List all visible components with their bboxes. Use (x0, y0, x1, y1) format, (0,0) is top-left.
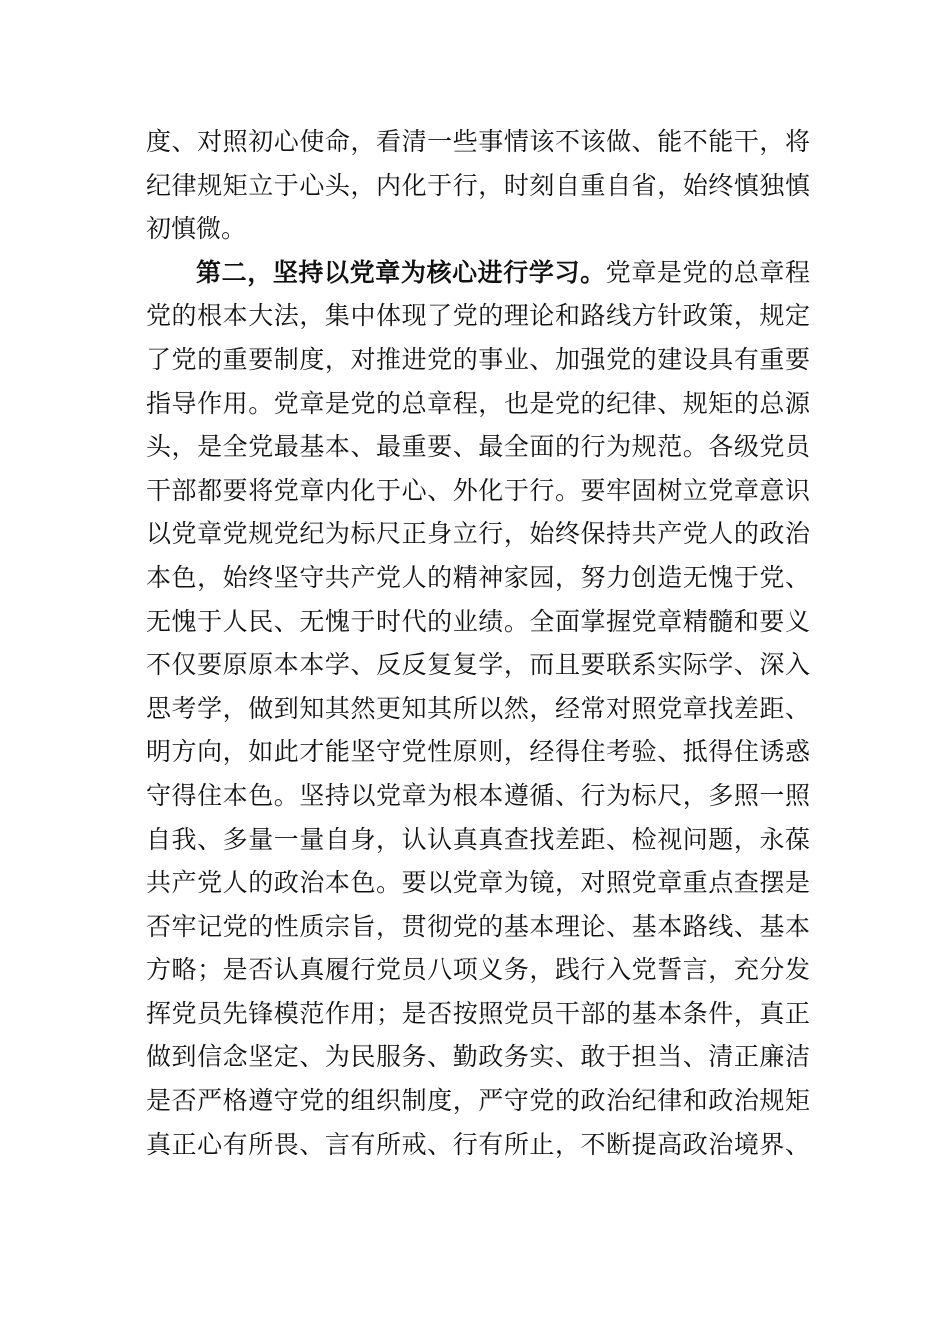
section-first-line (146, 251, 810, 295)
text-line: 守得住本色。坚持以党章为根本遵循、行为标尺，多照一照 (146, 780, 810, 810)
text-line: 指导作用。党章是党的总章程，也是党的纪律、规矩的总源 (146, 388, 810, 418)
text-line: 本色，始终坚守共产党人的精神家园，努力创造无愧于党、 (146, 562, 810, 592)
body-text (146, 120, 810, 1166)
text-line: 初慎微。 (146, 214, 247, 244)
text-line: 真正心有所畏、言有所戒、行有所止，不断提高政治境界、 (146, 1129, 810, 1159)
text-line: 头，是全党最基本、最重要、最全面的行为规范。各级党员 (146, 432, 810, 462)
text-line: 自我、多量一量自身，认认真真查找差距、检视问题，永葆 (146, 824, 810, 854)
text-line: 方略；是否认真履行党员八项义务，践行入党誓言，充分发 (146, 955, 810, 985)
text-line: 无愧于人民、无愧于时代的业绩。全面掌握党章精髓和要义 (146, 606, 810, 636)
text-line: 度、对照初心使命，看清一些事情该不该做、能不能干，将 (146, 127, 810, 156)
text-line: 党的根本大法，集中体现了党的理论和路线方针政策，规定 (146, 301, 810, 331)
text-line: 思考学，做到知其然更知其所以然，经常对照党章找差距、 (146, 693, 810, 723)
text-line: 是否严格遵守党的组织制度，严守党的政治纪律和政治规矩 (146, 1086, 810, 1116)
section-heading: 第二，坚持以党章为核心进行学习。 (196, 257, 606, 287)
section-lead-text: 党章是党的总章程 (605, 257, 810, 287)
text-line: 做到信念坚定、为民服务、勤政务实、敢于担当、清正廉洁 (146, 1042, 810, 1072)
text-line: 明方向，如此才能坚守党性原则，经得住考验、抵得住诱惑 (146, 737, 810, 767)
text-line: 了党的重要制度，对推进党的事业、加强党的建设具有重要 (146, 344, 810, 374)
text-line: 以党章党规党纪为标尺正身立行，始终保持共产党人的政治 (146, 519, 810, 549)
text-line: 纪律规矩立于心头，内化于行，时刻自重自省，始终慎独慎 (146, 170, 810, 200)
text-line: 不仅要原原本本学、反反复复学，而且要联系实际学、深入 (146, 650, 810, 680)
text-line: 干部都要将党章内化于心、外化于行。要牢固树立党章意识 (146, 475, 810, 505)
text-line: 否牢记党的性质宗旨，贯彻党的基本理论、基本路线、基本 (146, 911, 810, 941)
text-line: 共产党人的政治本色。要以党章为镜，对照党章重点查摆是 (146, 868, 810, 898)
text-line: 挥党员先锋模范作用；是否按照党员干部的基本条件，真正 (146, 998, 810, 1028)
